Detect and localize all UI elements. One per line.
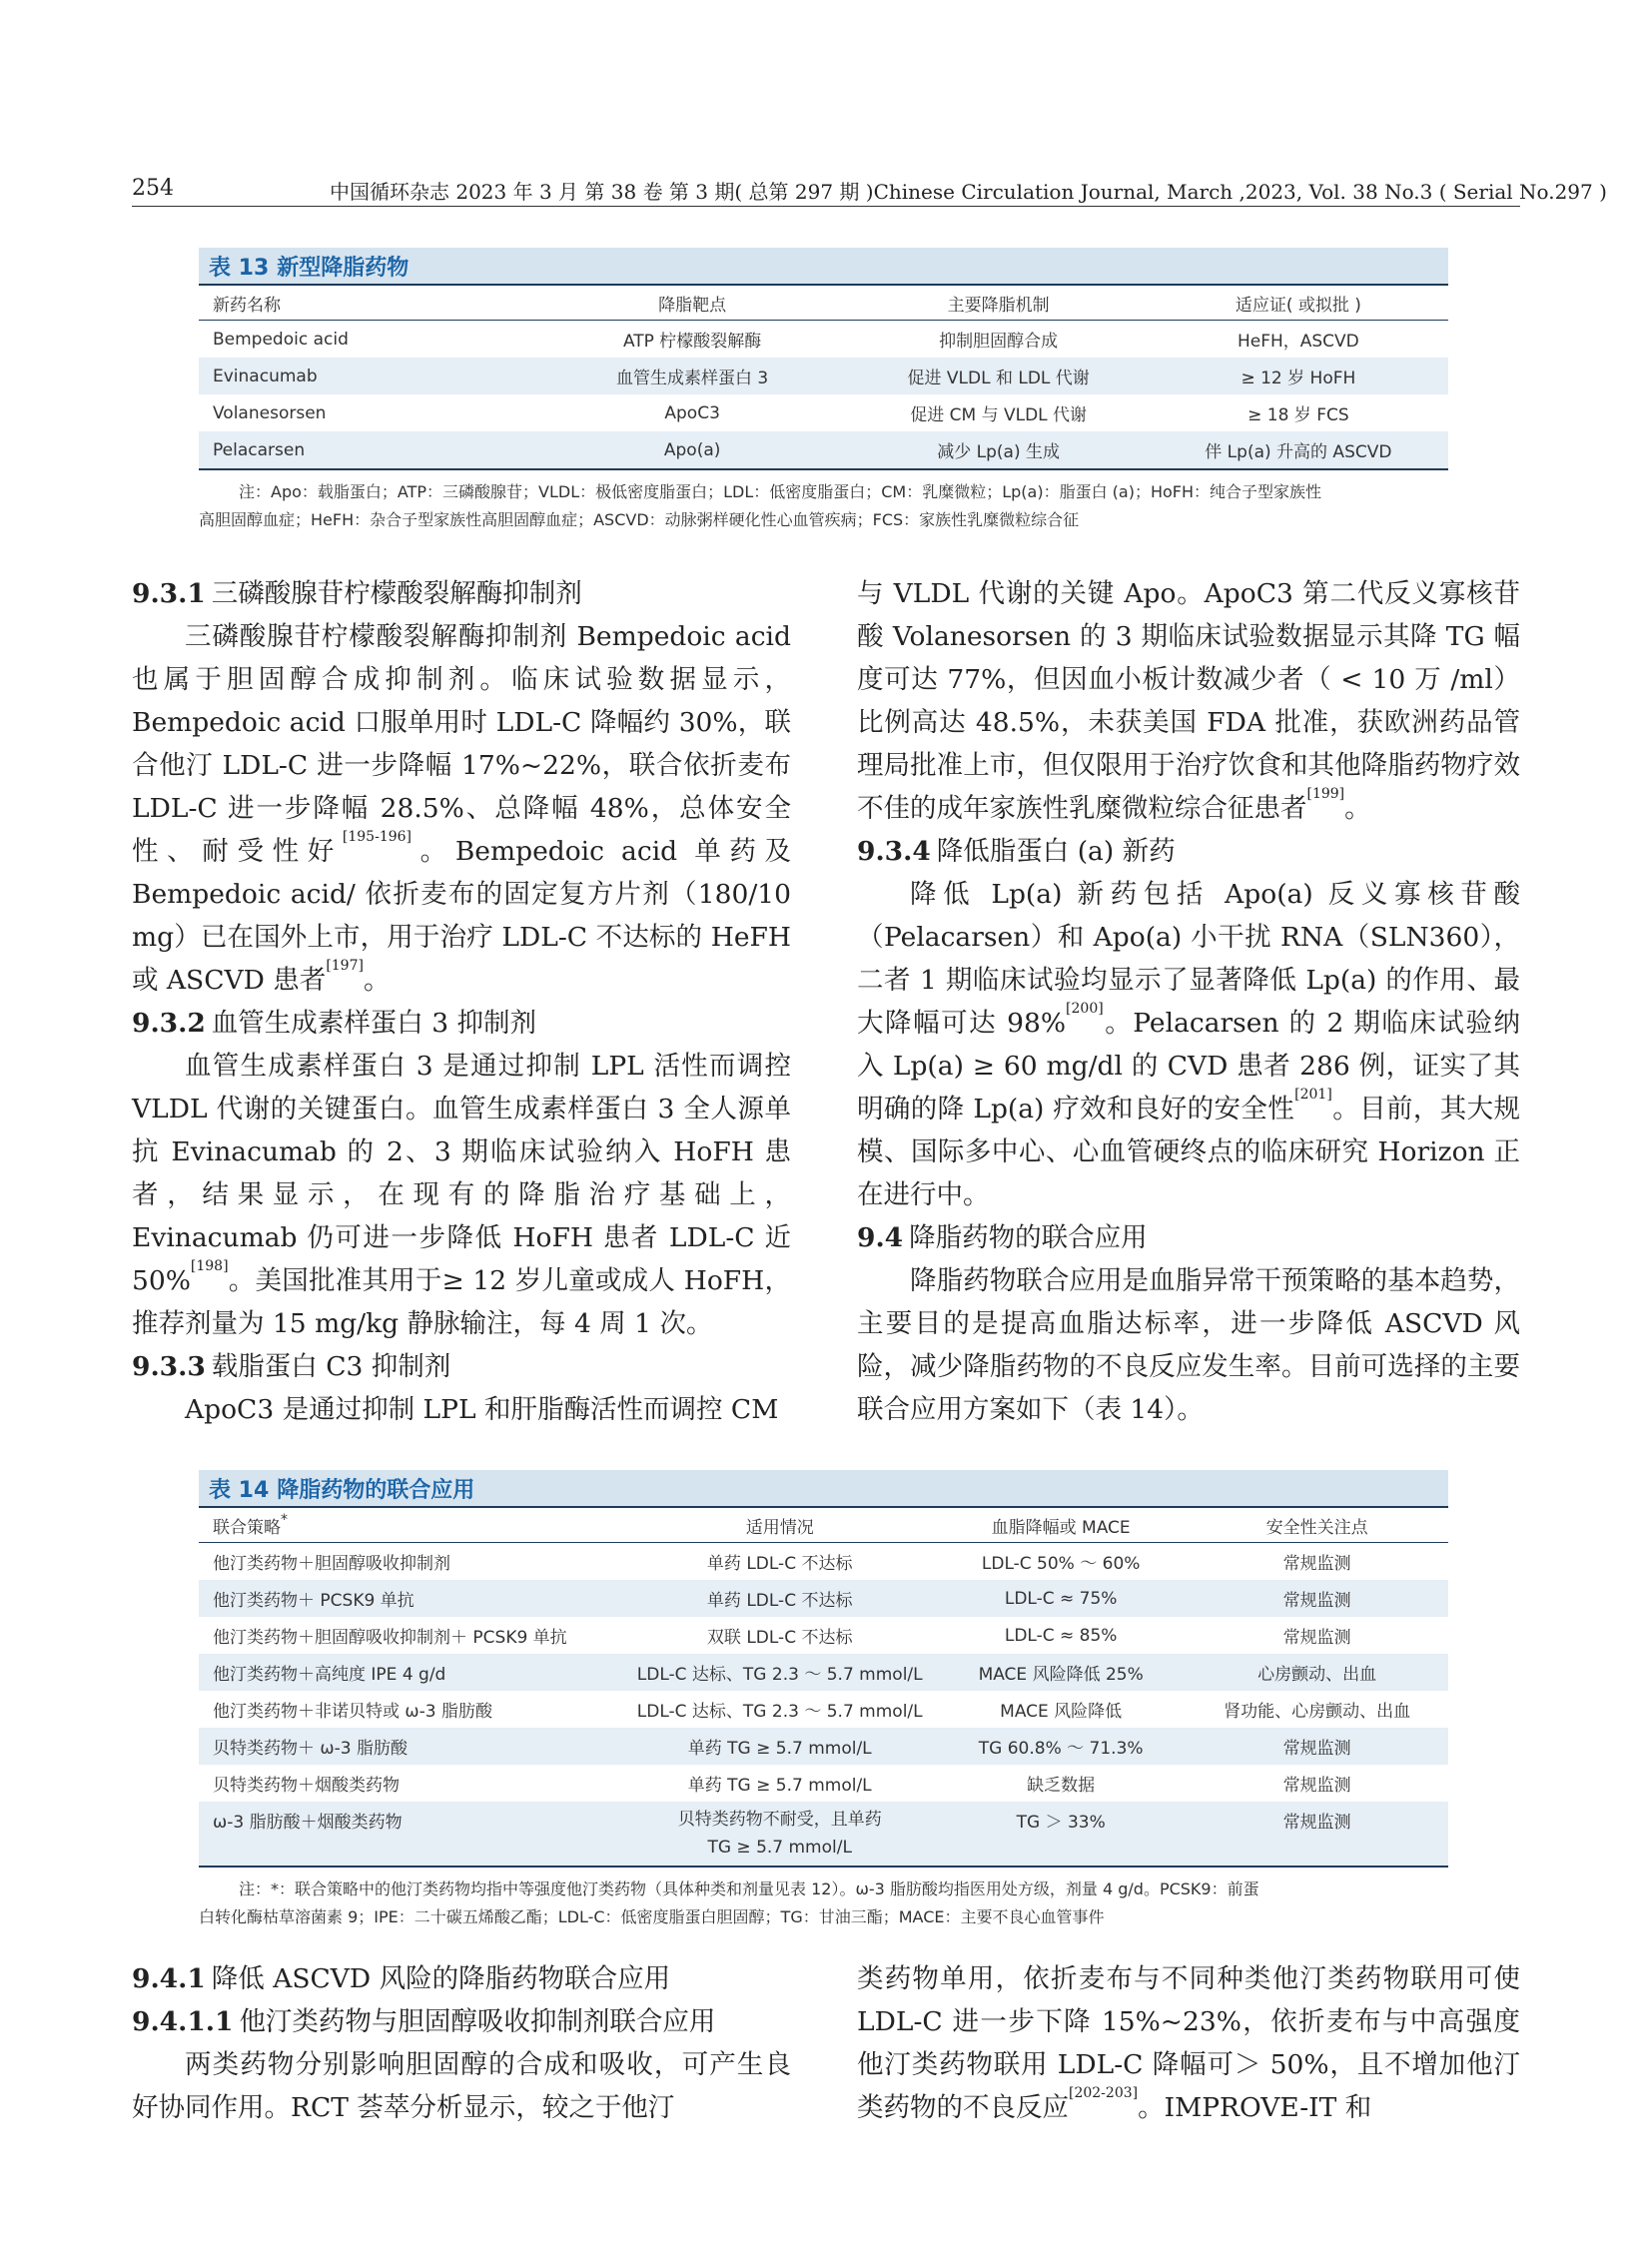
table-13-title xyxy=(199,248,1448,284)
section-number: 9.3.4 xyxy=(857,836,931,867)
table-cell: Bempedoic acid xyxy=(213,329,349,350)
table-cell: 常规监测 xyxy=(1282,1776,1351,1796)
paragraph: 两类药物分别影响胆固醇的合成和吸收，可产生良好协同作用。RCT 荟萃分析显示，较之于他汀 xyxy=(132,2049,791,2123)
table-cell: 单药 TG ≥ 5.7 mmol/L xyxy=(687,1776,872,1796)
section-heading xyxy=(857,1216,1520,1259)
table-note-line: 注：*：联合策略中的他汀类药物均指中等强度他汀类药物（具体种类和剂量见表 12）。ω-3 脂肪酸均指医用处方级，剂量 4 g/d。PCSK9：前蛋 xyxy=(239,1879,1259,1898)
table-13-label: 表 13 xyxy=(209,255,270,281)
table-cell: Pelacarsen xyxy=(199,431,536,468)
table-cell: 常规监测 xyxy=(1186,1580,1448,1617)
table-header-cell: 适用情况 xyxy=(623,1508,936,1543)
table-13-note xyxy=(199,470,1448,534)
table-header-cell: 降脂靶点 xyxy=(536,286,849,321)
table-cell: LDL-C 50% ～ 60% xyxy=(981,1554,1141,1574)
table-row xyxy=(199,1617,1448,1654)
paragraph-text: 。IMPROVE-IT 和 xyxy=(1138,2092,1372,2123)
table-cell: Evinacumab xyxy=(199,358,536,394)
section-heading xyxy=(132,572,791,615)
table-header-cell xyxy=(199,1508,623,1543)
section-heading xyxy=(132,1345,791,1388)
section-title: 载脂蛋白 C3 抑制剂 xyxy=(211,1351,451,1382)
paragraph xyxy=(132,1045,791,1345)
table-cell: 血管生成素样蛋白 3 xyxy=(536,358,849,394)
header-text: 联合策略 xyxy=(213,1517,281,1538)
table-cell: 单药 TG ≥ 5.7 mmol/L xyxy=(623,1728,936,1765)
table-note-line: 白转化酶枯草溶菌素 9；IPE：二十碳五烯酸乙酯；LDL-C：低密度脂蛋白胆固醇；TG：甘油三酯；MACE：主要不良心血管事件 xyxy=(199,1907,1105,1926)
table-cell: LDL-C 达标、TG 2.3 ～ 5.7 mmol/L xyxy=(623,1654,936,1691)
paragraph-text: 。目前，其大规模、国际多中心、心血管硬终点的临床研究 Horizon 正在进行中。 xyxy=(857,1094,1521,1210)
table-cell: ω-3 脂肪酸＋烟酸类药物 xyxy=(199,1802,623,1866)
table-row xyxy=(199,1580,1448,1617)
section-title: 血管生成素样蛋白 3 抑制剂 xyxy=(211,1008,536,1039)
lower-left-column xyxy=(132,1957,791,2129)
table-row xyxy=(199,1543,1448,1581)
table-cell: TG ＞ 33% xyxy=(936,1802,1186,1866)
citation: [195-196] xyxy=(342,829,413,845)
table-cell: ≥ 18 岁 FCS xyxy=(1247,405,1349,425)
section-title: 降脂药物的联合应用 xyxy=(909,1222,1148,1253)
table-cell: 贝特类药物＋ ω-3 脂肪酸 xyxy=(199,1728,623,1765)
page-number: 254 xyxy=(132,176,174,201)
citation: [197] xyxy=(326,958,364,974)
table-cell: ATP 柠檬酸裂解酶 xyxy=(622,332,762,352)
section-heading xyxy=(132,2000,791,2043)
table-header-cell: 适应证( 或拟批 ) xyxy=(1149,286,1448,321)
table-cell: 常规监测 xyxy=(1186,1802,1448,1866)
table-13-grid xyxy=(199,286,1448,468)
table-cell: MACE 风险降低 xyxy=(1000,1702,1123,1722)
table-cell: 贝特类药物＋烟酸类药物 xyxy=(213,1776,400,1796)
table-cell: 他汀类药物＋非诺贝特或 ω-3 脂肪酸 xyxy=(213,1702,492,1722)
paragraph xyxy=(857,873,1520,1216)
table-cell: LDL-C ≈ 85% xyxy=(1004,1625,1118,1646)
table-cell: ApoC3 xyxy=(664,402,720,423)
table-cell: 贝特类药物不耐受，且单药 TG ≥ 5.7 mmol/L xyxy=(623,1802,936,1866)
table-cell: 减少 Lp(a) 生成 xyxy=(849,431,1149,468)
table-cell: LDL-C 达标、TG 2.3 ～ 5.7 mmol/L xyxy=(636,1702,923,1722)
section-number: 9.3.3 xyxy=(132,1351,206,1382)
section-number: 9.4 xyxy=(857,1222,904,1253)
table-row xyxy=(199,394,1448,431)
table-cell: 促进 CM 与 VLDL 代谢 xyxy=(910,405,1088,425)
section-heading xyxy=(857,830,1520,873)
paragraph-text: 。Pelacarsen 的 2 期临床试验纳入 Lp(a) ≥ 60 mg/dl 的 CVD 患者 286 例，证实了其明确的降 Lp(a) 疗效和良好的安全性 xyxy=(857,1008,1520,1124)
table-cell: 他汀类药物＋ PCSK9 单抗 xyxy=(199,1580,623,1617)
citation: [201] xyxy=(1294,1087,1332,1103)
journal-header: 中国循环杂志 2023 年 3 月 第 38 卷 第 3 期( 总第 297 期 )Chinese Circulation Journal, March ,2023, Vol. 38 No.3 ( Serial No.297 ) xyxy=(330,180,1607,204)
table-row xyxy=(199,1802,1448,1866)
table-cell: 抑制胆固醇合成 xyxy=(939,332,1059,352)
table-cell: MACE 风险降低 25% xyxy=(936,1654,1186,1691)
section-number: 9.3.1 xyxy=(132,578,206,609)
table-row xyxy=(199,1728,1448,1765)
paragraph: ApoC3 是通过抑制 LPL 和肝脂酶活性而调控 CM xyxy=(185,1394,779,1425)
table-row xyxy=(199,358,1448,394)
table-cell: 心房颤动、出血 xyxy=(1186,1654,1448,1691)
table-row xyxy=(199,1654,1448,1691)
section-heading xyxy=(132,1957,791,2000)
paragraph xyxy=(857,572,1520,830)
table-cell: HeFH，ASCVD xyxy=(1237,332,1359,352)
section-title: 他汀类药物与胆固醇吸收抑制剂联合应用 xyxy=(239,2006,716,2037)
table-header-cell: 新药名称 xyxy=(199,286,536,321)
table-cell: 他汀类药物＋胆固醇吸收抑制剂 xyxy=(213,1554,450,1574)
table-cell: 缺乏数据 xyxy=(1027,1776,1096,1796)
section-title: 降低 ASCVD 风险的降脂药物联合应用 xyxy=(211,1963,671,1994)
paragraph: 降脂药物联合应用是血脂异常干预策略的基本趋势，主要目的是提高血脂达标率，进一步降低 ASCVD 风险，减少降脂药物的不良反应发生率。目前可选择的主要联合应用方案如下（表 14）。 xyxy=(857,1265,1520,1425)
table-cell: 常规监测 xyxy=(1186,1728,1448,1765)
citation: [202-203] xyxy=(1069,2085,1139,2101)
table-14-label: 表 14 xyxy=(209,1477,270,1503)
section-number: 9.3.2 xyxy=(132,1008,206,1039)
citation: [199] xyxy=(1306,786,1345,802)
paragraph-text: 降低 Lp(a) 新药包括 Apo(a) 反义寡核苷酸（Pelacarsen）和 Apo(a) 小干扰 RNA（SLN360），二者 1 期临床试验均显示了显著降低 Lp(a) 的作用、最大降幅可达 98% xyxy=(857,879,1520,1039)
table-header-cell: 安全性关注点 xyxy=(1186,1508,1448,1543)
citation: [198] xyxy=(190,1258,229,1274)
table-14-grid xyxy=(199,1508,1448,1866)
section-number: 9.4.1.1 xyxy=(132,2006,234,2037)
table-14-note xyxy=(199,1868,1448,1931)
paragraph xyxy=(857,1957,1520,2129)
table-row xyxy=(199,321,1448,359)
table-cell: 促进 VLDL 和 LDL 代谢 xyxy=(849,358,1149,394)
table-14-caption: 降脂药物的联合应用 xyxy=(277,1477,475,1503)
table-cell: 单药 LDL-C 不达标 xyxy=(623,1580,936,1617)
table-cell: TG 60.8% ～ 71.3% xyxy=(936,1728,1186,1765)
citation: [200] xyxy=(1066,1001,1104,1017)
paragraph-text: 类药物单用，依折麦布与不同种类他汀类药物联用可使 LDL-C 进一步下降 15%~23%，依折麦布与中高强度他汀类药物联用 LDL-C 降幅可＞ 50%，且不增加他汀类药物的不良反应 xyxy=(857,1963,1520,2123)
section-number: 9.4.1 xyxy=(132,1963,206,1994)
table-cell: 他汀类药物＋胆固醇吸收抑制剂＋ PCSK9 单抗 xyxy=(213,1628,567,1648)
table-row xyxy=(199,431,1448,468)
table-header-cell: 血脂降幅或 MACE xyxy=(936,1508,1186,1543)
section-title: 三磷酸腺苷柠檬酸裂解酶抑制剂 xyxy=(211,578,582,609)
paragraph xyxy=(132,615,791,1002)
left-column xyxy=(132,572,791,1431)
table-cell: 常规监测 xyxy=(1282,1628,1351,1648)
table-cell: 肾功能、心房颤动、出血 xyxy=(1224,1702,1411,1722)
footnote-mark: * xyxy=(281,1511,288,1528)
table-cell: 他汀类药物＋高纯度 IPE 4 g/d xyxy=(199,1654,623,1691)
table-cell: 伴 Lp(a) 升高的 ASCVD xyxy=(1149,431,1448,468)
section-heading xyxy=(132,1002,791,1045)
table-13-caption: 新型降脂药物 xyxy=(277,255,410,281)
table-cell: 单药 LDL-C 不达标 xyxy=(706,1554,853,1574)
table-row xyxy=(199,1765,1448,1802)
paragraph-text: 。 xyxy=(1344,793,1371,824)
table-cell: LDL-C ≈ 75% xyxy=(936,1580,1186,1617)
header-rule xyxy=(132,206,1520,207)
paragraph-text: 血管生成素样蛋白 3 是通过抑制 LPL 活性而调控 VLDL 代谢的关键蛋白。血管生成素样蛋白 3 全人源单抗 Evinacumab 的 2、3 期临床试验纳入 HoFH 患者，结果显示，在现有的降脂治疗基础上，Evinacumab 仍可进一步降低 HoFH 患者 LDL-C 近 50% xyxy=(132,1051,791,1296)
paragraph-text: 三磷酸腺苷柠檬酸裂解酶抑制剂 Bempedoic acid 也属于胆固醇合成抑制剂。临床试验数据显示，Bempedoic acid 口服单用时 LDL-C 降幅约 30%，联合他汀 LDL-C 进一步降幅 17%~22%，联合依折麦布 LDL-C 进一步降幅 28.5%、总降幅 48%，总体安全性、耐受性好 xyxy=(132,621,791,867)
table-note-line: 注：Apo：载脂蛋白；ATP：三磷酸腺苷；VLDL：极低密度脂蛋白；LDL：低密度脂蛋白；CM：乳糜微粒；Lp(a)：脂蛋白 (a)；HoFH：纯合子型家族性 xyxy=(239,482,1322,501)
table-row xyxy=(199,1691,1448,1728)
lower-right-column xyxy=(857,1957,1520,2129)
section-title: 降低脂蛋白 (a) 新药 xyxy=(936,836,1176,867)
table-header-cell: 主要降脂机制 xyxy=(849,286,1149,321)
table-cell: Volanesorsen xyxy=(213,402,327,423)
table-cell: Apo(a) xyxy=(536,431,849,468)
table-cell: 双联 LDL-C 不达标 xyxy=(706,1628,853,1648)
right-column xyxy=(857,572,1520,1431)
paragraph-text: 。Bempedoic acid 单药及 Bempedoic acid/ 依折麦布的固定复方片剂（180/10 mg）已在国外上市，用于治疗 LDL-C 不达标的 HeFH 或 ASCVD 患者 xyxy=(132,836,792,996)
paragraph-text: 。美国批准其用于≥ 12 岁儿童或成人 HoFH，推荐剂量为 15 mg/kg 静脉输注，每 4 周 1 次。 xyxy=(132,1265,791,1339)
table-cell: 常规监测 xyxy=(1282,1554,1351,1574)
paragraph-text: 与 VLDL 代谢的关键 Apo。ApoC3 第二代反义寡核苷酸 Volanesorsen 的 3 期临床试验数据显示其降 TG 幅度可达 77%，但因血小板计数减少者（ < 10 万 /ml）比例高达 48.5%，未获美国 FDA 批准，获欧洲药品管理局批准上市，但仅限用于治疗饮食和其他降脂药物疗效不佳的成年家族性乳糜微粒综合征患者 xyxy=(857,578,1520,824)
table-13 xyxy=(199,248,1448,534)
table-cell: ≥ 12 岁 HoFH xyxy=(1149,358,1448,394)
table-14 xyxy=(199,1470,1448,1931)
paragraph-text: 。 xyxy=(363,965,391,996)
table-14-title xyxy=(199,1470,1448,1506)
table-note-line: 高胆固醇血症；HeFH：杂合子型家族性高胆固醇血症；ASCVD：动脉粥样硬化性心血管疾病；FCS：家族性乳糜微粒综合征 xyxy=(199,510,1080,529)
